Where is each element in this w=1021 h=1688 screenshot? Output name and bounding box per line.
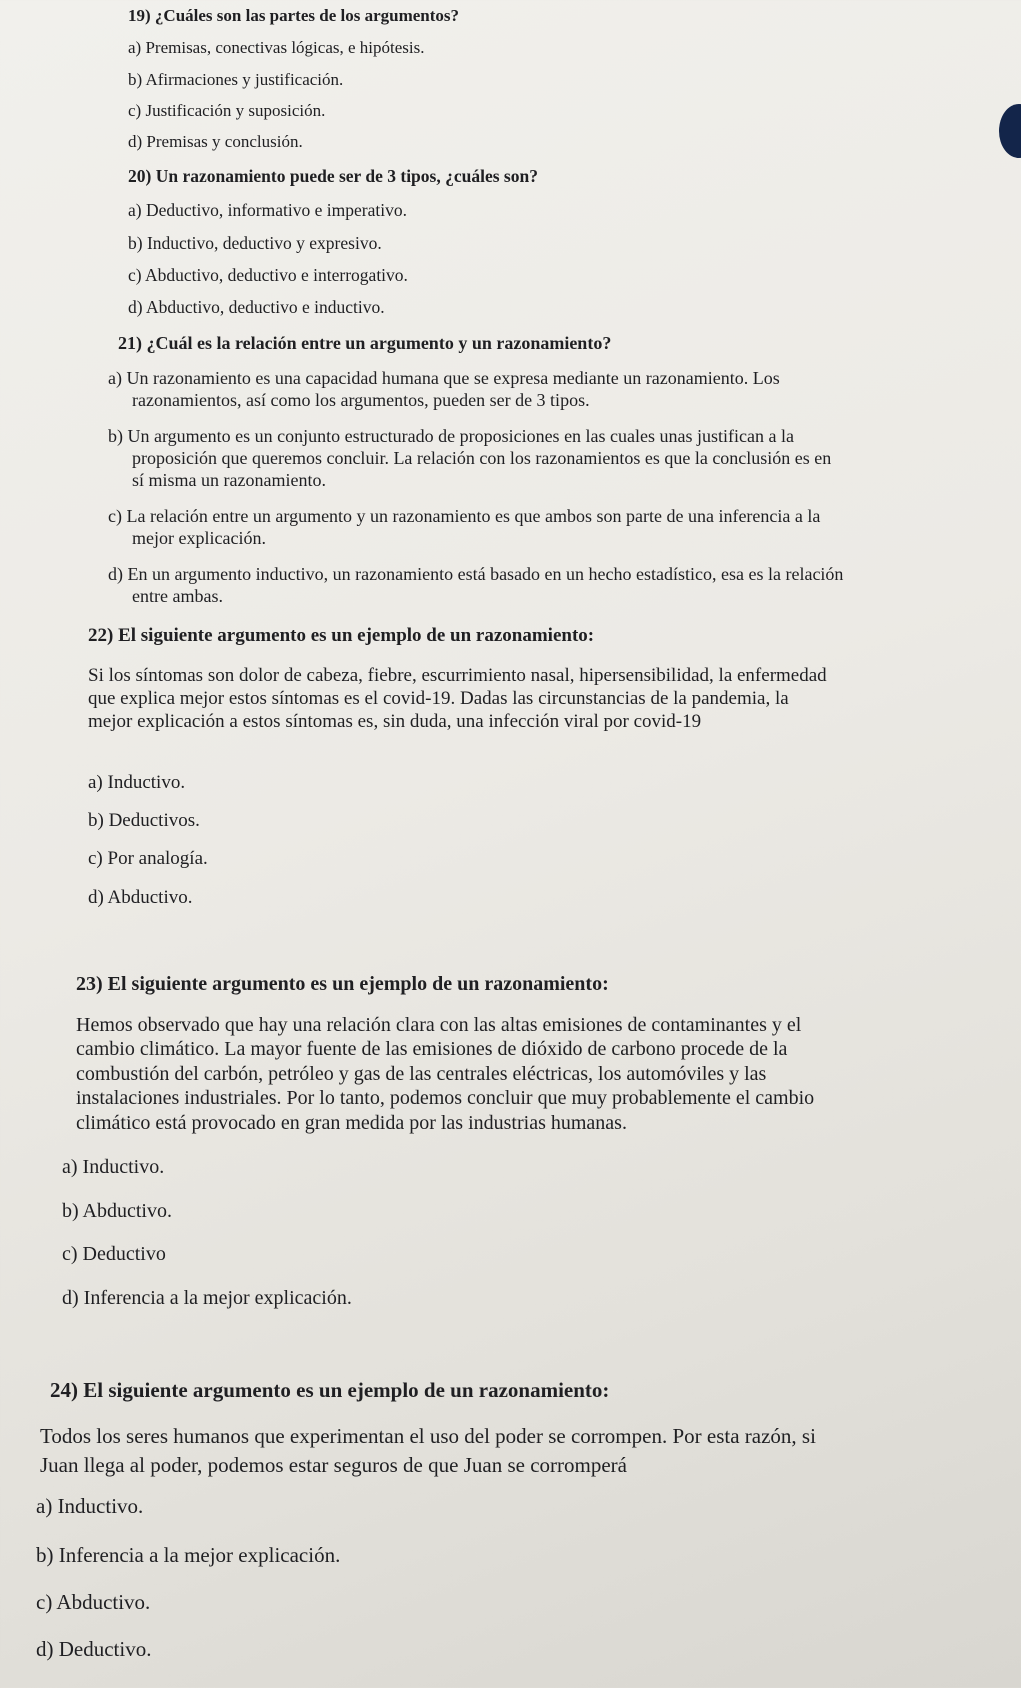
question-20-option-a[interactable]: a) Deductivo, informativo e imperativo. [128,200,407,220]
question-23-option-d[interactable]: d) Inferencia a la mejor explicación. [62,1287,352,1309]
question-20-option-d[interactable]: d) Abductivo, deductivo e inductivo. [128,297,385,317]
question-20-title: 20) Un razonamiento puede ser de 3 tipos, ¿cuáles son? [128,166,538,186]
question-24-passage: Todos los seres humanos que experimentan el uso del poder se corrompen. Por esta razón, si Juan llega al poder, podemos estar seguros de que Juan se corromperá [40,1424,816,1478]
question-22-title: 22) El siguiente argumento es un ejemplo de un razonamiento: [88,625,595,646]
question-21-option-d[interactable]: d) En un argumento inductivo, un razonamiento está basado en un hecho estadístico, esa es la relación entre ambas. [108,564,844,606]
question-22-option-d[interactable]: d) Abductivo. [88,887,193,908]
question-23-title: 23) El siguiente argumento es un ejemplo de un razonamiento: [76,973,609,995]
question-21-option-b[interactable]: b) Un argumento es un conjunto estructurado de proposiciones en las cuales unas justifican a la proposición que queremos concluir. La relación con los razonamientos es que la conclusión es en sí misma un razonamiento. [108,426,832,490]
question-23-passage: Hemos observado que hay una relación clara con las altas emisiones de contaminantes y el cambio climático. La mayor fuente de las emisiones de dióxido de carbono procede de la combustión del carbón, petróleo y gas de las centrales eléctricas, los automóviles y las instalaciones industriales. Por lo tanto, podemos concluir que muy probablemente el cambio climático está provocado en gran medida por las industrias humanas. [76,1014,815,1134]
question-20-option-b[interactable]: b) Inductivo, deductivo y expresivo. [128,233,382,253]
question-23-option-c[interactable]: c) Deductivo [62,1243,166,1265]
question-19-option-a[interactable]: a) Premisas, conectivas lógicas, e hipótesis. [128,38,425,57]
question-21-title: 21) ¿Cuál es la relación entre un argumento y un razonamiento? [118,333,612,353]
question-24-option-a[interactable]: a) Inductivo. [36,1494,144,1518]
question-24-title: 24) El siguiente argumento es un ejemplo de un razonamiento: [50,1378,610,1402]
question-23-option-a[interactable]: a) Inductivo. [62,1156,165,1178]
question-19-option-b[interactable]: b) Afirmaciones y justificación. [128,70,344,89]
question-24-option-d[interactable]: d) Deductivo. [36,1637,152,1661]
question-19-title: 19) ¿Cuáles son las partes de los argumentos? [128,6,460,25]
question-22-option-b[interactable]: b) Deductivos. [88,810,200,831]
question-21-option-a[interactable]: a) Un razonamiento es una capacidad humana que se expresa mediante un razonamiento. Los razonamientos, así como los argumentos, pueden ser de 3 tipos. [108,368,780,410]
question-19-option-c[interactable]: c) Justificación y suposición. [128,101,326,120]
question-24-option-b[interactable]: b) Inferencia a la mejor explicación. [36,1543,341,1567]
question-23-option-b[interactable]: b) Abductivo. [62,1200,172,1222]
question-24-option-c[interactable]: c) Abductivo. [36,1590,151,1614]
question-19-option-d[interactable]: d) Premisas y conclusión. [128,132,303,151]
question-20-option-c[interactable]: c) Abductivo, deductivo e interrogativo. [128,265,408,285]
question-22-option-c[interactable]: c) Por analogía. [88,848,208,869]
question-22-option-a[interactable]: a) Inductivo. [88,772,186,793]
question-21-option-c[interactable]: c) La relación entre un argumento y un razonamiento es que ambos son parte de una inferencia a la mejor explicación. [108,506,821,548]
question-22-passage: Si los síntomas son dolor de cabeza, fiebre, escurrimiento nasal, hipersensibilidad, la enfermedad que explica mejor estos síntomas es el covid-19. Dadas las circunstancias de la pandemia, la mejor explicación a estos síntomas es, sin duda, una infección viral por covid-19 [88,665,827,733]
